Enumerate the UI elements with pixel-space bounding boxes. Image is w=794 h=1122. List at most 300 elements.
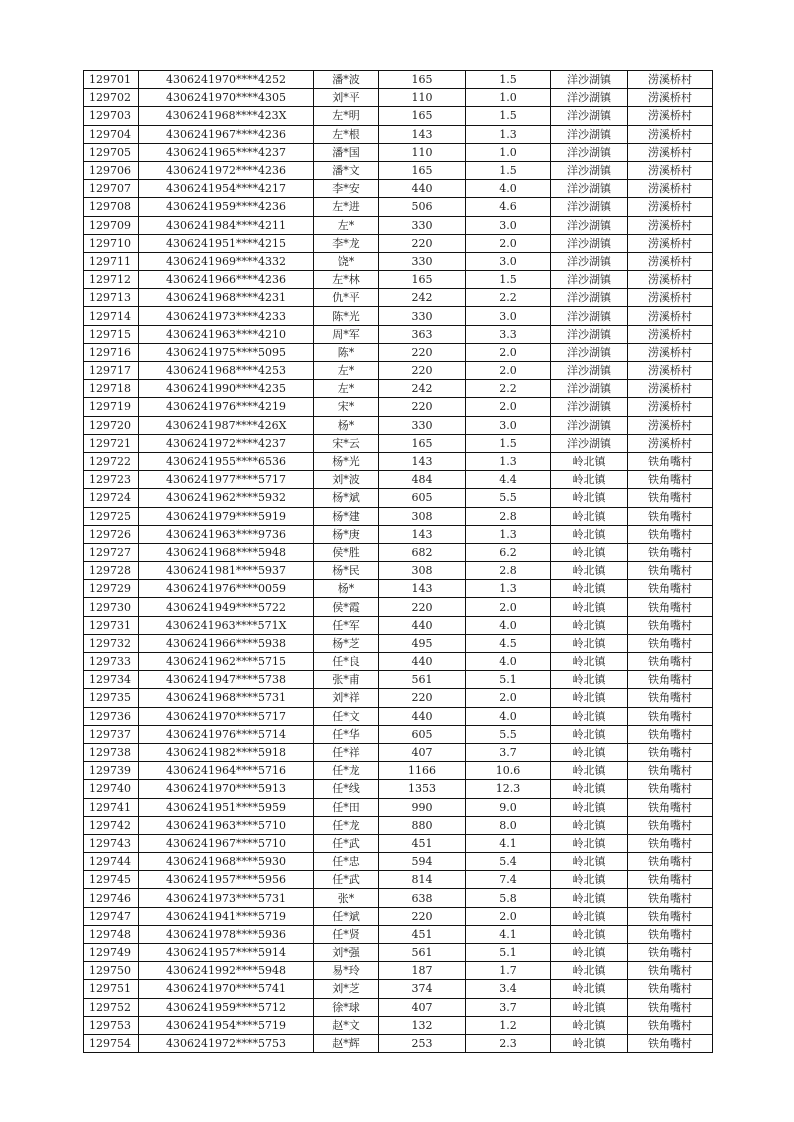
table-row xyxy=(84,398,713,416)
serial-number-cell: 129719 xyxy=(84,398,139,416)
id-number-cell: 4306241972****5753 xyxy=(139,1034,314,1052)
serial-number-cell: 129727 xyxy=(84,543,139,561)
serial-number-cell: 129736 xyxy=(84,707,139,725)
id-number-cell: 4306241976****4219 xyxy=(139,398,314,416)
name-cell: 任*龙 xyxy=(314,762,379,780)
village-cell: 铁角嘴村 xyxy=(628,525,713,543)
name-cell: 刘*平 xyxy=(314,89,379,107)
town-cell: 洋沙湖镇 xyxy=(551,271,628,289)
area-cell: 5.8 xyxy=(466,889,551,907)
town-cell: 岭北镇 xyxy=(551,762,628,780)
name-cell: 刘*波 xyxy=(314,471,379,489)
town-cell: 岭北镇 xyxy=(551,471,628,489)
table-row xyxy=(84,252,713,270)
area-cell: 2.3 xyxy=(466,1034,551,1052)
serial-number-cell: 129726 xyxy=(84,525,139,543)
amount-cell: 1353 xyxy=(379,780,466,798)
serial-number-cell: 129715 xyxy=(84,325,139,343)
serial-number-cell: 129735 xyxy=(84,689,139,707)
serial-number-cell: 129753 xyxy=(84,1016,139,1034)
id-number-cell: 4306241976****5714 xyxy=(139,725,314,743)
table-row xyxy=(84,980,713,998)
village-cell: 涝溪桥村 xyxy=(628,325,713,343)
village-cell: 铁角嘴村 xyxy=(628,907,713,925)
table-row xyxy=(84,1016,713,1034)
id-number-cell: 4306241962****5715 xyxy=(139,653,314,671)
town-cell: 洋沙湖镇 xyxy=(551,398,628,416)
table-row xyxy=(84,216,713,234)
table-row xyxy=(84,125,713,143)
area-cell: 1.5 xyxy=(466,161,551,179)
table-row xyxy=(84,180,713,198)
table-row xyxy=(84,962,713,980)
town-cell: 岭北镇 xyxy=(551,543,628,561)
area-cell: 5.5 xyxy=(466,725,551,743)
village-cell: 涝溪桥村 xyxy=(628,252,713,270)
village-cell: 铁角嘴村 xyxy=(628,725,713,743)
table-row xyxy=(84,325,713,343)
amount-cell: 440 xyxy=(379,707,466,725)
area-cell: 4.1 xyxy=(466,834,551,852)
village-cell: 铁角嘴村 xyxy=(628,743,713,761)
area-cell: 3.0 xyxy=(466,252,551,270)
name-cell: 陈* xyxy=(314,343,379,361)
name-cell: 左*进 xyxy=(314,198,379,216)
table-row xyxy=(84,489,713,507)
area-cell: 5.4 xyxy=(466,853,551,871)
serial-number-cell: 129749 xyxy=(84,944,139,962)
amount-cell: 561 xyxy=(379,944,466,962)
area-cell: 1.2 xyxy=(466,1016,551,1034)
amount-cell: 220 xyxy=(379,598,466,616)
area-cell: 4.0 xyxy=(466,653,551,671)
serial-number-cell: 129713 xyxy=(84,289,139,307)
id-number-cell: 4306241966****5938 xyxy=(139,634,314,652)
town-cell: 岭北镇 xyxy=(551,944,628,962)
village-cell: 涝溪桥村 xyxy=(628,271,713,289)
serial-number-cell: 129747 xyxy=(84,907,139,925)
village-cell: 铁角嘴村 xyxy=(628,616,713,634)
village-cell: 涝溪桥村 xyxy=(628,307,713,325)
area-cell: 3.0 xyxy=(466,307,551,325)
id-number-cell: 4306241990****4235 xyxy=(139,380,314,398)
id-number-cell: 4306241972****4236 xyxy=(139,161,314,179)
village-cell: 铁角嘴村 xyxy=(628,634,713,652)
name-cell: 杨*庚 xyxy=(314,525,379,543)
table-row xyxy=(84,998,713,1016)
town-cell: 洋沙湖镇 xyxy=(551,307,628,325)
id-number-cell: 4306241967****5710 xyxy=(139,834,314,852)
town-cell: 岭北镇 xyxy=(551,780,628,798)
town-cell: 岭北镇 xyxy=(551,1034,628,1052)
id-number-cell: 4306241962****5932 xyxy=(139,489,314,507)
serial-number-cell: 129724 xyxy=(84,489,139,507)
village-cell: 涝溪桥村 xyxy=(628,380,713,398)
area-cell: 4.6 xyxy=(466,198,551,216)
table-row xyxy=(84,525,713,543)
id-number-cell: 4306241973****5731 xyxy=(139,889,314,907)
table-row xyxy=(84,380,713,398)
village-cell: 涝溪桥村 xyxy=(628,362,713,380)
name-cell: 左* xyxy=(314,216,379,234)
village-cell: 铁角嘴村 xyxy=(628,816,713,834)
name-cell: 任*武 xyxy=(314,871,379,889)
area-cell: 2.0 xyxy=(466,343,551,361)
area-cell: 1.5 xyxy=(466,71,551,89)
village-cell: 铁角嘴村 xyxy=(628,580,713,598)
serial-number-cell: 129705 xyxy=(84,143,139,161)
serial-number-cell: 129752 xyxy=(84,998,139,1016)
amount-cell: 638 xyxy=(379,889,466,907)
table-row xyxy=(84,1034,713,1052)
amount-cell: 495 xyxy=(379,634,466,652)
amount-cell: 990 xyxy=(379,798,466,816)
village-cell: 铁角嘴村 xyxy=(628,598,713,616)
table-row xyxy=(84,743,713,761)
name-cell: 张* xyxy=(314,889,379,907)
name-cell: 赵*辉 xyxy=(314,1034,379,1052)
town-cell: 岭北镇 xyxy=(551,889,628,907)
id-number-cell: 4306241963****4210 xyxy=(139,325,314,343)
table-body xyxy=(84,71,713,1053)
area-cell: 3.7 xyxy=(466,743,551,761)
table-row xyxy=(84,543,713,561)
area-cell: 7.4 xyxy=(466,871,551,889)
name-cell: 杨*斌 xyxy=(314,489,379,507)
name-cell: 杨* xyxy=(314,416,379,434)
town-cell: 岭北镇 xyxy=(551,962,628,980)
area-cell: 2.2 xyxy=(466,289,551,307)
id-number-cell: 4306241957****5914 xyxy=(139,944,314,962)
amount-cell: 440 xyxy=(379,616,466,634)
name-cell: 杨*芝 xyxy=(314,634,379,652)
amount-cell: 220 xyxy=(379,362,466,380)
town-cell: 岭北镇 xyxy=(551,598,628,616)
town-cell: 洋沙湖镇 xyxy=(551,198,628,216)
table-row xyxy=(84,107,713,125)
serial-number-cell: 129701 xyxy=(84,71,139,89)
serial-number-cell: 129744 xyxy=(84,853,139,871)
table-row xyxy=(84,780,713,798)
area-cell: 5.1 xyxy=(466,944,551,962)
name-cell: 赵*文 xyxy=(314,1016,379,1034)
amount-cell: 220 xyxy=(379,398,466,416)
table-row xyxy=(84,416,713,434)
name-cell: 张*甫 xyxy=(314,671,379,689)
id-number-cell: 4306241970****5717 xyxy=(139,707,314,725)
amount-cell: 253 xyxy=(379,1034,466,1052)
area-cell: 1.3 xyxy=(466,125,551,143)
amount-cell: 165 xyxy=(379,71,466,89)
area-cell: 2.0 xyxy=(466,907,551,925)
amount-cell: 330 xyxy=(379,216,466,234)
area-cell: 4.0 xyxy=(466,616,551,634)
amount-cell: 605 xyxy=(379,725,466,743)
town-cell: 洋沙湖镇 xyxy=(551,143,628,161)
table-row xyxy=(84,362,713,380)
id-number-cell: 4306241941****5719 xyxy=(139,907,314,925)
amount-cell: 143 xyxy=(379,580,466,598)
id-number-cell: 4306241975****5095 xyxy=(139,343,314,361)
id-number-cell: 4306241951****5959 xyxy=(139,798,314,816)
area-cell: 3.7 xyxy=(466,998,551,1016)
id-number-cell: 4306241968****5731 xyxy=(139,689,314,707)
serial-number-cell: 129732 xyxy=(84,634,139,652)
id-number-cell: 4306241992****5948 xyxy=(139,962,314,980)
table-row xyxy=(84,434,713,452)
name-cell: 任*龙 xyxy=(314,816,379,834)
town-cell: 岭北镇 xyxy=(551,489,628,507)
serial-number-cell: 129714 xyxy=(84,307,139,325)
serial-number-cell: 129737 xyxy=(84,725,139,743)
id-number-cell: 4306241979****5919 xyxy=(139,507,314,525)
amount-cell: 451 xyxy=(379,834,466,852)
amount-cell: 143 xyxy=(379,125,466,143)
name-cell: 侯*胜 xyxy=(314,543,379,561)
name-cell: 左* xyxy=(314,362,379,380)
village-cell: 铁角嘴村 xyxy=(628,871,713,889)
amount-cell: 242 xyxy=(379,380,466,398)
village-cell: 铁角嘴村 xyxy=(628,543,713,561)
village-cell: 铁角嘴村 xyxy=(628,798,713,816)
amount-cell: 407 xyxy=(379,998,466,1016)
village-cell: 铁角嘴村 xyxy=(628,507,713,525)
area-cell: 1.5 xyxy=(466,434,551,452)
name-cell: 仇*平 xyxy=(314,289,379,307)
town-cell: 岭北镇 xyxy=(551,653,628,671)
serial-number-cell: 129712 xyxy=(84,271,139,289)
id-number-cell: 4306241967****4236 xyxy=(139,125,314,143)
village-cell: 铁角嘴村 xyxy=(628,998,713,1016)
table-row xyxy=(84,471,713,489)
name-cell: 左*明 xyxy=(314,107,379,125)
table-row xyxy=(84,853,713,871)
id-number-cell: 4306241987****426X xyxy=(139,416,314,434)
town-cell: 岭北镇 xyxy=(551,798,628,816)
table-row xyxy=(84,307,713,325)
name-cell: 刘*祥 xyxy=(314,689,379,707)
town-cell: 洋沙湖镇 xyxy=(551,107,628,125)
town-cell: 洋沙湖镇 xyxy=(551,71,628,89)
name-cell: 潘*文 xyxy=(314,161,379,179)
amount-cell: 330 xyxy=(379,416,466,434)
serial-number-cell: 129734 xyxy=(84,671,139,689)
area-cell: 2.0 xyxy=(466,689,551,707)
serial-number-cell: 129711 xyxy=(84,252,139,270)
serial-number-cell: 129729 xyxy=(84,580,139,598)
village-cell: 涝溪桥村 xyxy=(628,180,713,198)
town-cell: 洋沙湖镇 xyxy=(551,325,628,343)
area-cell: 5.5 xyxy=(466,489,551,507)
amount-cell: 506 xyxy=(379,198,466,216)
village-cell: 铁角嘴村 xyxy=(628,452,713,470)
serial-number-cell: 129706 xyxy=(84,161,139,179)
id-number-cell: 4306241963****571X xyxy=(139,616,314,634)
name-cell: 陈*光 xyxy=(314,307,379,325)
name-cell: 易*玲 xyxy=(314,962,379,980)
serial-number-cell: 129704 xyxy=(84,125,139,143)
area-cell: 6.2 xyxy=(466,543,551,561)
village-cell: 铁角嘴村 xyxy=(628,853,713,871)
amount-cell: 187 xyxy=(379,962,466,980)
serial-number-cell: 129750 xyxy=(84,962,139,980)
serial-number-cell: 129708 xyxy=(84,198,139,216)
id-number-cell: 4306241968****4231 xyxy=(139,289,314,307)
table-row xyxy=(84,634,713,652)
town-cell: 岭北镇 xyxy=(551,616,628,634)
village-cell: 涝溪桥村 xyxy=(628,343,713,361)
town-cell: 洋沙湖镇 xyxy=(551,234,628,252)
id-number-cell: 4306241977****5717 xyxy=(139,471,314,489)
village-cell: 铁角嘴村 xyxy=(628,889,713,907)
village-cell: 铁角嘴村 xyxy=(628,925,713,943)
village-cell: 铁角嘴村 xyxy=(628,562,713,580)
name-cell: 杨*光 xyxy=(314,452,379,470)
name-cell: 任*贤 xyxy=(314,925,379,943)
table-row xyxy=(84,871,713,889)
table-row xyxy=(84,71,713,89)
table-row xyxy=(84,925,713,943)
village-cell: 涝溪桥村 xyxy=(628,143,713,161)
id-number-cell: 4306241963****9736 xyxy=(139,525,314,543)
village-cell: 涝溪桥村 xyxy=(628,434,713,452)
amount-cell: 220 xyxy=(379,689,466,707)
name-cell: 任*良 xyxy=(314,653,379,671)
area-cell: 2.0 xyxy=(466,598,551,616)
serial-number-cell: 129733 xyxy=(84,653,139,671)
id-number-cell: 4306241973****4233 xyxy=(139,307,314,325)
area-cell: 3.3 xyxy=(466,325,551,343)
amount-cell: 110 xyxy=(379,89,466,107)
town-cell: 岭北镇 xyxy=(551,816,628,834)
table-row xyxy=(84,562,713,580)
name-cell: 任*武 xyxy=(314,834,379,852)
area-cell: 1.3 xyxy=(466,580,551,598)
amount-cell: 143 xyxy=(379,525,466,543)
name-cell: 任*华 xyxy=(314,725,379,743)
id-number-cell: 4306241954****4217 xyxy=(139,180,314,198)
serial-number-cell: 129730 xyxy=(84,598,139,616)
area-cell: 8.0 xyxy=(466,816,551,834)
serial-number-cell: 129721 xyxy=(84,434,139,452)
village-cell: 涝溪桥村 xyxy=(628,161,713,179)
name-cell: 杨*民 xyxy=(314,562,379,580)
serial-number-cell: 129723 xyxy=(84,471,139,489)
table-row xyxy=(84,616,713,634)
amount-cell: 308 xyxy=(379,507,466,525)
amount-cell: 110 xyxy=(379,143,466,161)
table-row xyxy=(84,143,713,161)
area-cell: 4.0 xyxy=(466,707,551,725)
amount-cell: 165 xyxy=(379,271,466,289)
serial-number-cell: 129725 xyxy=(84,507,139,525)
serial-number-cell: 129743 xyxy=(84,834,139,852)
town-cell: 岭北镇 xyxy=(551,907,628,925)
name-cell: 左*林 xyxy=(314,271,379,289)
id-number-cell: 4306241978****5936 xyxy=(139,925,314,943)
name-cell: 左*根 xyxy=(314,125,379,143)
data-table xyxy=(83,70,713,1053)
serial-number-cell: 129751 xyxy=(84,980,139,998)
table-row xyxy=(84,161,713,179)
id-number-cell: 4306241959****5712 xyxy=(139,998,314,1016)
town-cell: 岭北镇 xyxy=(551,1016,628,1034)
name-cell: 杨*建 xyxy=(314,507,379,525)
area-cell: 2.0 xyxy=(466,398,551,416)
table-row xyxy=(84,271,713,289)
amount-cell: 605 xyxy=(379,489,466,507)
amount-cell: 308 xyxy=(379,562,466,580)
area-cell: 10.6 xyxy=(466,762,551,780)
town-cell: 洋沙湖镇 xyxy=(551,89,628,107)
name-cell: 任*田 xyxy=(314,798,379,816)
amount-cell: 440 xyxy=(379,653,466,671)
amount-cell: 682 xyxy=(379,543,466,561)
serial-number-cell: 129710 xyxy=(84,234,139,252)
amount-cell: 880 xyxy=(379,816,466,834)
table-row xyxy=(84,834,713,852)
name-cell: 任*忠 xyxy=(314,853,379,871)
amount-cell: 440 xyxy=(379,180,466,198)
area-cell: 2.8 xyxy=(466,507,551,525)
id-number-cell: 4306241968****5930 xyxy=(139,853,314,871)
name-cell: 周*军 xyxy=(314,325,379,343)
table-row xyxy=(84,234,713,252)
table-row xyxy=(84,289,713,307)
village-cell: 涝溪桥村 xyxy=(628,216,713,234)
id-number-cell: 4306241970****5741 xyxy=(139,980,314,998)
town-cell: 洋沙湖镇 xyxy=(551,343,628,361)
table-row xyxy=(84,889,713,907)
area-cell: 4.5 xyxy=(466,634,551,652)
table-row xyxy=(84,343,713,361)
town-cell: 洋沙湖镇 xyxy=(551,380,628,398)
town-cell: 岭北镇 xyxy=(551,725,628,743)
town-cell: 岭北镇 xyxy=(551,871,628,889)
name-cell: 侯*霞 xyxy=(314,598,379,616)
table-row xyxy=(84,725,713,743)
area-cell: 2.0 xyxy=(466,234,551,252)
village-cell: 涝溪桥村 xyxy=(628,125,713,143)
serial-number-cell: 129738 xyxy=(84,743,139,761)
name-cell: 李*龙 xyxy=(314,234,379,252)
town-cell: 岭北镇 xyxy=(551,834,628,852)
town-cell: 岭北镇 xyxy=(551,980,628,998)
village-cell: 铁角嘴村 xyxy=(628,1034,713,1052)
amount-cell: 132 xyxy=(379,1016,466,1034)
name-cell: 李*安 xyxy=(314,180,379,198)
area-cell: 3.0 xyxy=(466,416,551,434)
village-cell: 铁角嘴村 xyxy=(628,653,713,671)
village-cell: 铁角嘴村 xyxy=(628,834,713,852)
amount-cell: 484 xyxy=(379,471,466,489)
village-cell: 铁角嘴村 xyxy=(628,944,713,962)
amount-cell: 561 xyxy=(379,671,466,689)
village-cell: 铁角嘴村 xyxy=(628,762,713,780)
town-cell: 岭北镇 xyxy=(551,634,628,652)
table-row xyxy=(84,198,713,216)
name-cell: 潘*国 xyxy=(314,143,379,161)
town-cell: 岭北镇 xyxy=(551,525,628,543)
town-cell: 岭北镇 xyxy=(551,925,628,943)
amount-cell: 330 xyxy=(379,252,466,270)
town-cell: 岭北镇 xyxy=(551,671,628,689)
table-row xyxy=(84,598,713,616)
area-cell: 9.0 xyxy=(466,798,551,816)
id-number-cell: 4306241981****5937 xyxy=(139,562,314,580)
table-row xyxy=(84,707,713,725)
amount-cell: 220 xyxy=(379,234,466,252)
